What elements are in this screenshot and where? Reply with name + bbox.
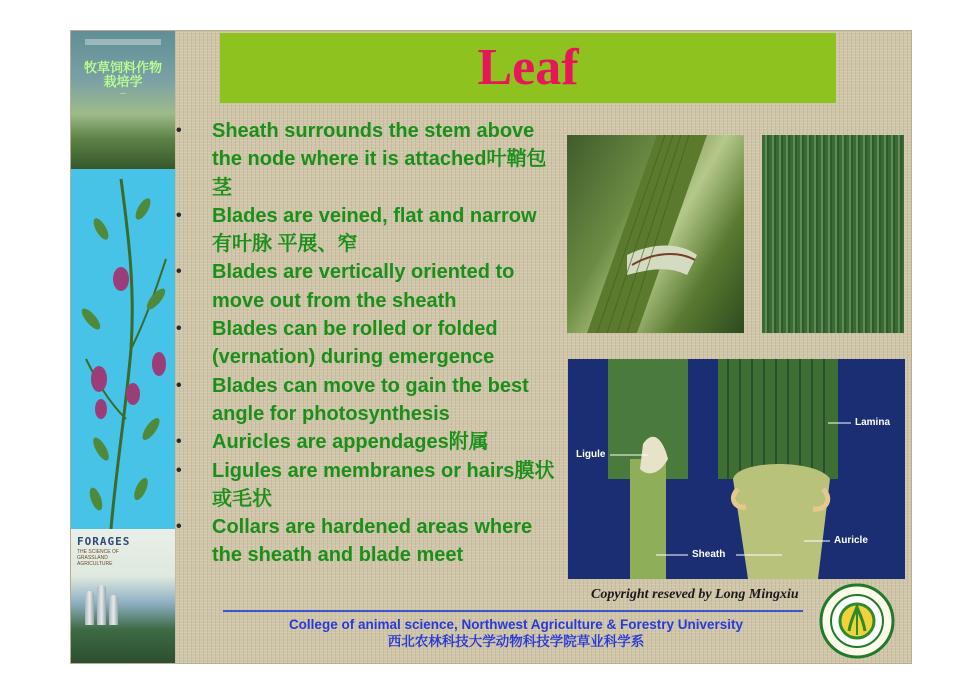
bullet-item (176, 117, 556, 202)
label-sheath: Sheath (692, 549, 726, 560)
bullet-icon: • (176, 518, 182, 536)
footer-institution (211, 616, 821, 650)
bullet-item (176, 372, 556, 429)
footer-divider (223, 610, 803, 612)
bullet-text: Ligules are membranes or hairs膜状或毛状 (212, 459, 555, 510)
footer-english: College of animal science, Northwest Agriculture & Forestry University (288, 617, 744, 632)
stem-sheath-illustration-icon (567, 135, 744, 333)
bullet-list (176, 117, 556, 570)
bullet-icon: • (176, 206, 182, 224)
bullet-item (176, 457, 556, 514)
bullet-text: Blades can move to gain the best angle for photosynthesis (212, 374, 529, 425)
bullet-text: Blades can be rolled or folded (vernation) during emergence (212, 318, 498, 369)
book-cover-top (71, 31, 175, 169)
university-seal-icon (811, 581, 903, 659)
book-title-top: 牧草饲料作物栽培学 (83, 60, 162, 89)
bullet-icon: • (176, 461, 182, 479)
bullet-icon: • (176, 376, 182, 394)
book-author-line: — (120, 91, 126, 97)
footer-chinese: 西北农林科技大学动物科技学院草业科学系 (387, 634, 645, 649)
left-image-strip (71, 31, 175, 663)
bullet-item (176, 258, 556, 315)
bullet-text: Auricles are appendages附属 (212, 431, 489, 454)
slide-title: Leaf (477, 39, 579, 96)
bullet-icon: • (176, 320, 182, 338)
bullet-text: Blades are vertically oriented to move out from the sheath (212, 261, 515, 312)
sheath-closeup-photo (567, 135, 744, 333)
label-auricle: Auricle (834, 535, 868, 546)
silo-shape (85, 591, 94, 625)
bullet-icon: • (176, 433, 182, 451)
bullet-item (176, 513, 556, 570)
bullet-text: Collars are hardened areas where the sheath and blade meet (212, 516, 533, 567)
book-cover-bottom (71, 529, 175, 663)
copyright-text: Copyright reseved by Long Mingxiu (591, 587, 799, 602)
alfalfa-plant-photo (71, 169, 175, 529)
leaf-parts-illustration-icon (568, 359, 905, 579)
label-lamina: Lamina (855, 417, 891, 428)
slide (70, 30, 912, 664)
bullet-item (176, 315, 556, 372)
bullet-icon: • (176, 122, 182, 139)
book-subtitle-bottom: THE SCIENCE OF GRASSLAND AGRICULTURE (77, 549, 119, 567)
bullet-icon: • (176, 263, 182, 281)
bullet-item (176, 428, 556, 456)
silo-shape (109, 595, 118, 625)
title-bar (220, 33, 836, 103)
book-publisher-line (85, 39, 161, 45)
veined-blade-photo (762, 135, 904, 333)
plant-illustration-icon (71, 169, 175, 529)
bullet-text: Blades are veined, flat and narrow 有叶脉 平展、窄 (212, 204, 537, 256)
silo-shape (97, 585, 106, 625)
ligule-auricle-diagram (568, 359, 905, 579)
book-title-bottom: FORAGES (77, 535, 131, 548)
label-ligule: Ligule (576, 449, 606, 460)
bullet-item (176, 202, 556, 259)
bullet-text: Sheath surrounds the stem above the node where it is attached叶鞘包茎 (212, 120, 547, 199)
